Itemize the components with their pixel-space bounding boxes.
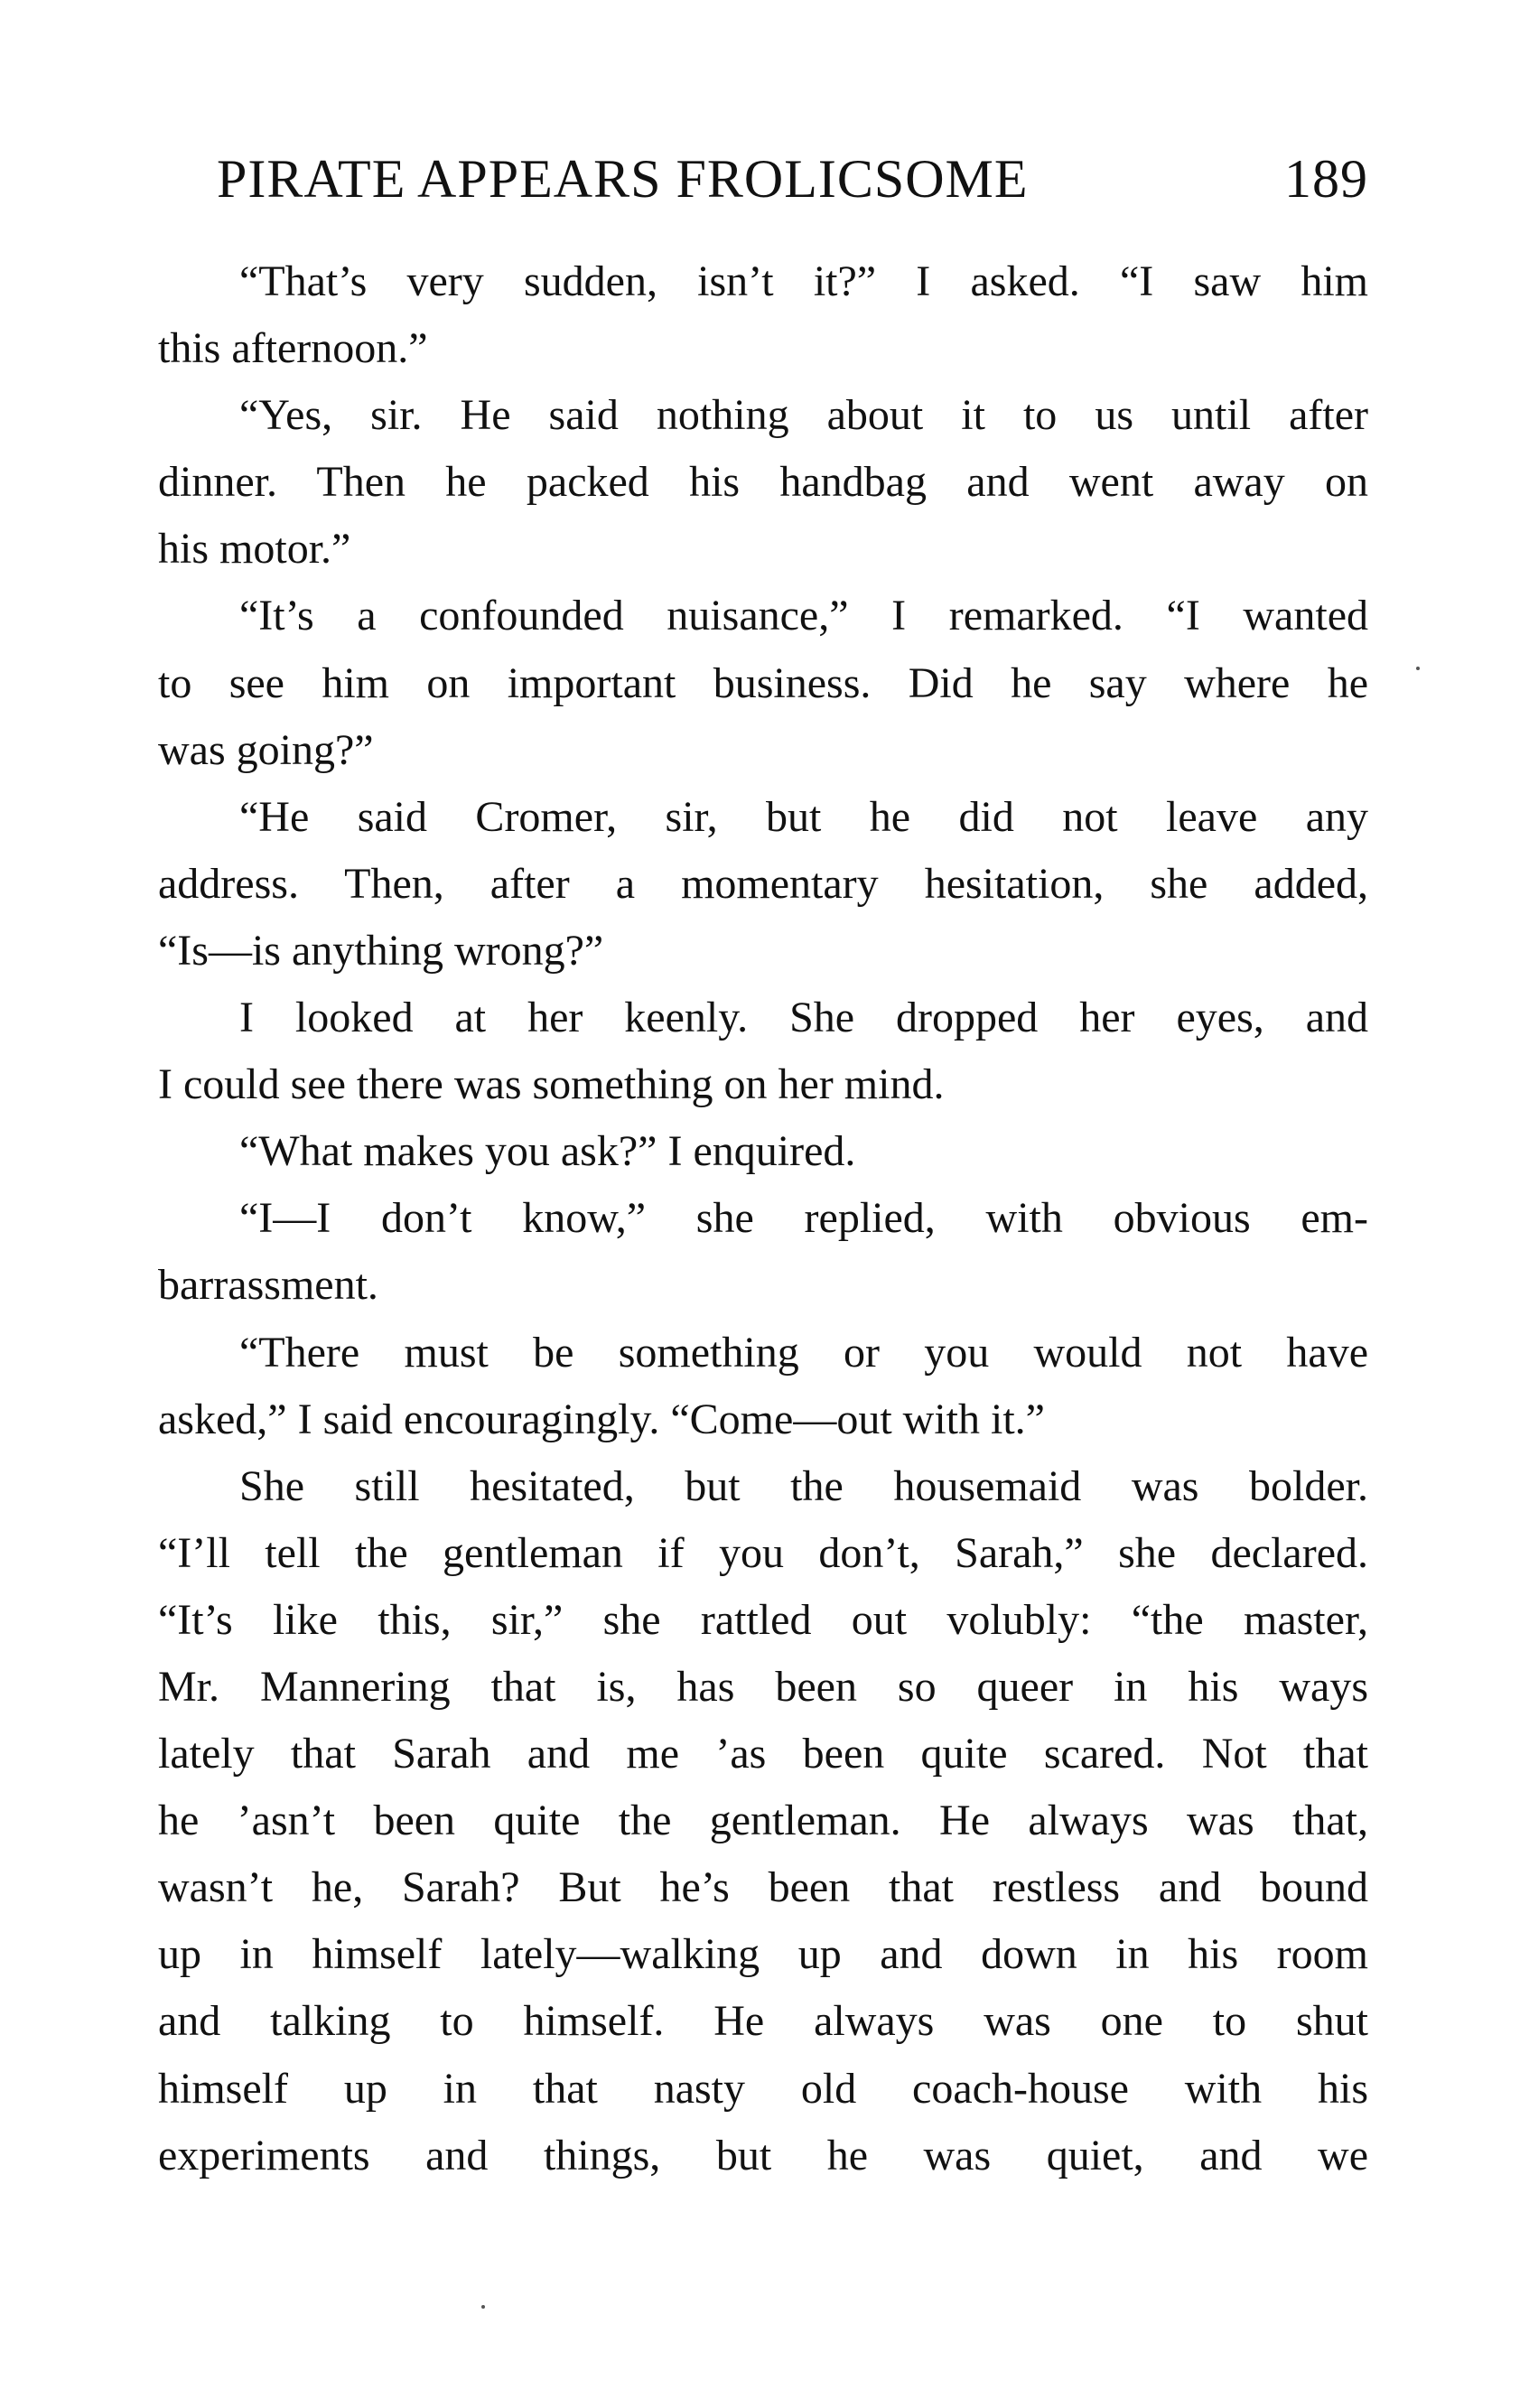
text-line: “Is—is anything wrong?” <box>158 926 604 975</box>
text-line: asked,” I said encouragingly. “Come—out with it.” <box>158 1395 1045 1443</box>
text-line: “Yes, sir. He said nothing about it to us until after <box>239 391 1368 440</box>
text-line: his motor.” <box>158 525 351 574</box>
running-head <box>217 143 1368 215</box>
page-number: 189 <box>1284 149 1368 209</box>
speck-mark <box>481 2305 485 2309</box>
text-line: and talking to himself. He always was one to shut <box>158 1997 1368 2046</box>
text-line: experiments and things, but he was quiet, and we <box>158 2131 1368 2179</box>
text-line: I could see there was something on her mind. <box>158 1060 945 1109</box>
speck-mark <box>1416 667 1420 670</box>
text-line: wasn’t he, Sarah? But he’s been that restless and bound <box>158 1863 1368 1912</box>
text-line: “I’ll tell the gentleman if you don’t, Sarah,” she declared. <box>158 1528 1368 1577</box>
text-line: “There must be something or you would not have <box>239 1328 1368 1377</box>
text-line: was going?” <box>158 725 374 774</box>
text-line: he ’asn’t been quite the gentleman. He always was that, <box>158 1797 1368 1845</box>
text-line: “It’s like this, sir,” she rattled out volubly: “the master, <box>158 1595 1368 1644</box>
text-line: to see him on important business. Did he say where he <box>158 658 1368 707</box>
text-line: himself up in that nasty old coach-house with his <box>158 2064 1368 2113</box>
text-line: address. Then, after a momentary hesitation, she added, <box>158 859 1368 908</box>
text-line: I looked at her keenly. She dropped her eyes, and <box>239 994 1368 1042</box>
text-line: this afternoon.” <box>158 324 428 373</box>
text-line: Mr. Mannering that is, has been so queer in his ways <box>158 1662 1368 1711</box>
body-text <box>158 248 1368 2189</box>
text-line: “I—I don’t know,” she replied, with obvious em- <box>239 1194 1368 1243</box>
text-line: “He said Cromer, sir, but he did not leave any <box>239 792 1368 841</box>
text-line: lately that Sarah and me ’as been quite scared. Not that <box>158 1730 1368 1778</box>
text-line: She still hesitated, but the housemaid was bolder. <box>239 1461 1368 1510</box>
text-line: barrassment. <box>158 1261 378 1310</box>
text-line: “That’s very sudden, isn’t it?” I asked. “I saw him <box>239 257 1368 305</box>
text-line: “What makes you ask?” I enquired. <box>239 1127 856 1176</box>
chapter-title: PIRATE APPEARS FROLICSOME <box>217 149 1029 209</box>
text-line: up in himself lately—walking up and down in his room <box>158 1930 1368 1979</box>
text-line: “It’s a confounded nuisance,” I remarked. “I wanted <box>239 592 1368 640</box>
text-line: dinner. Then he packed his handbag and went away on <box>158 458 1368 507</box>
